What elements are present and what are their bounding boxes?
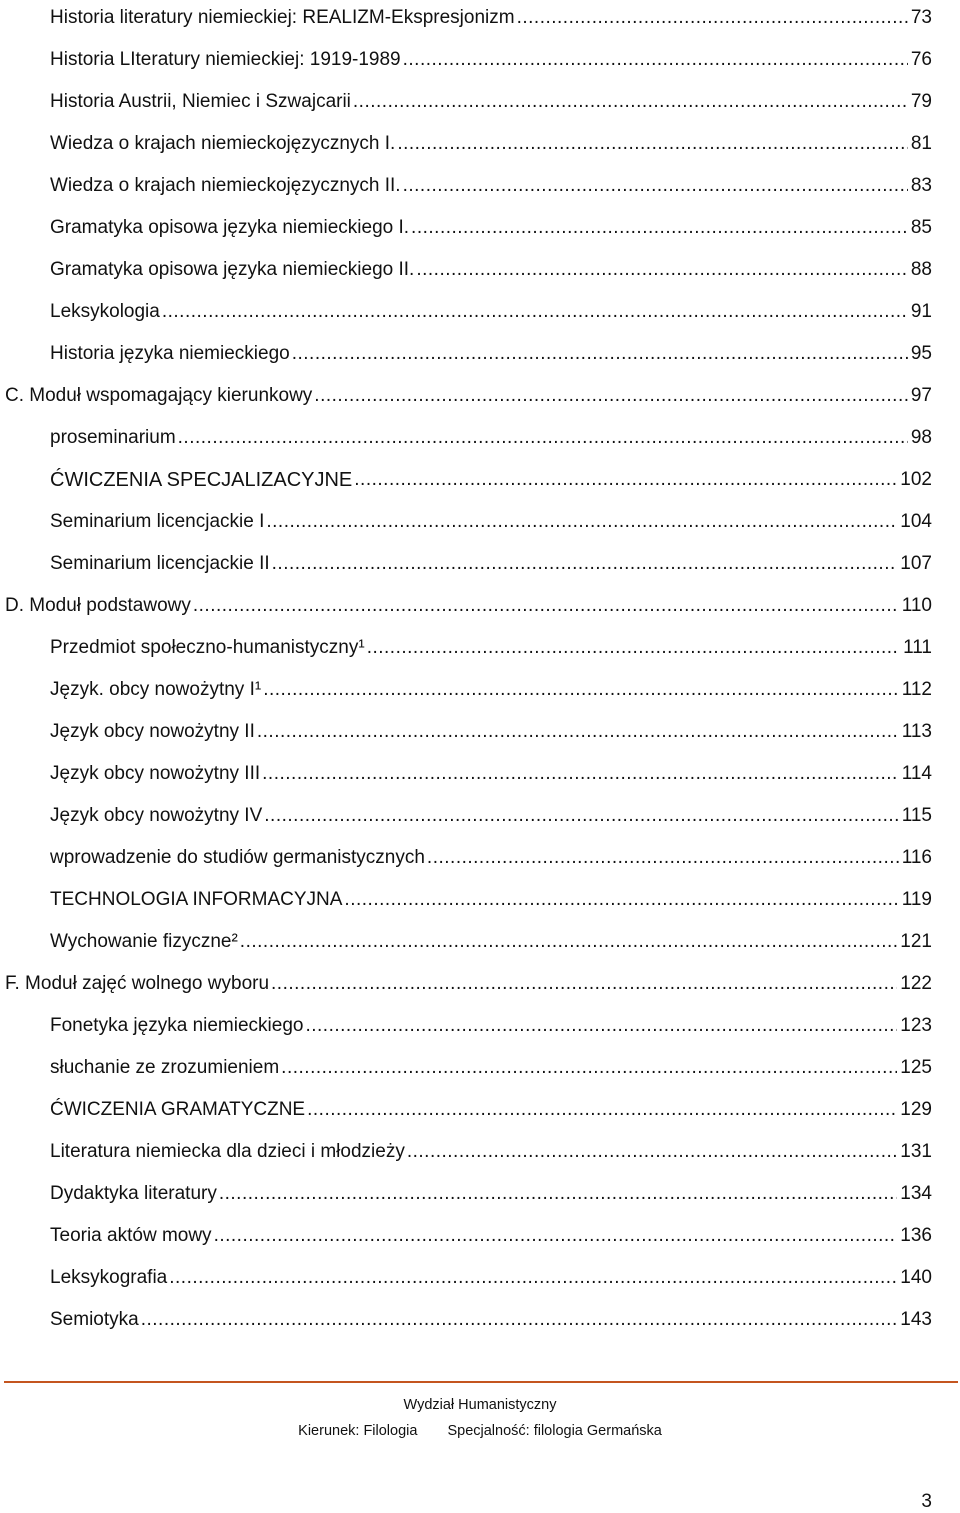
toc-entry[interactable] <box>50 714 932 744</box>
toc-leader-dots <box>305 1014 897 1038</box>
toc-entry[interactable] <box>50 252 932 282</box>
toc-leader-dots <box>353 90 908 114</box>
toc-entry[interactable] <box>50 420 932 450</box>
toc-entry-page: 136 <box>900 1225 932 1246</box>
toc-entry-label: Leksykologia <box>50 301 160 322</box>
toc-leader-dots <box>266 510 897 534</box>
toc-leader-dots <box>292 342 908 366</box>
toc-leader-dots <box>354 468 897 492</box>
toc-entry[interactable] <box>50 756 932 786</box>
toc-leader-dots <box>272 552 898 576</box>
toc-entry-page: 143 <box>900 1309 932 1330</box>
toc-entry-page: 122 <box>900 973 932 994</box>
toc-entry-page: 91 <box>910 301 932 322</box>
toc-entry-label: Literatura niemiecka dla dzieci i młodzieży <box>50 1141 405 1162</box>
toc-leader-dots <box>314 384 908 408</box>
toc-entry[interactable] <box>50 1176 932 1206</box>
toc-entry-page: 79 <box>910 91 932 112</box>
toc-entry-page: 107 <box>900 553 932 574</box>
toc-entry[interactable] <box>50 798 932 828</box>
toc-entry[interactable] <box>50 168 932 198</box>
toc-entry-page: 116 <box>901 847 932 868</box>
toc-entry-label: Fonetyka języka niemieckiego <box>50 1015 304 1036</box>
toc-entry-page: 73 <box>910 7 932 28</box>
toc-leader-dots <box>367 636 900 660</box>
toc-section-entry[interactable] <box>5 966 932 996</box>
footer-field-text: Kierunek: Filologia <box>298 1423 418 1439</box>
toc-entry-label: Teoria aktów mowy <box>50 1225 212 1246</box>
toc-entry[interactable] <box>50 1134 932 1164</box>
toc-entry[interactable] <box>50 84 932 114</box>
toc-entry[interactable] <box>50 1302 932 1332</box>
toc-entry-label: Semiotyka <box>50 1309 139 1330</box>
toc-entry-page: 121 <box>900 931 932 952</box>
toc-entry[interactable] <box>50 294 932 324</box>
toc-entry-page: 119 <box>901 889 932 910</box>
toc-leader-dots <box>307 1098 897 1122</box>
toc-entry-label: Leksykografia <box>50 1267 168 1288</box>
toc-leader-dots <box>214 1224 898 1248</box>
toc-entry-label: Historia języka niemieckiego <box>50 343 290 364</box>
toc-leader-dots <box>344 888 898 912</box>
toc-entry-page: 95 <box>910 343 932 364</box>
toc-leader-dots <box>263 678 899 702</box>
toc-leader-dots <box>517 6 908 30</box>
toc-entry-page: 83 <box>910 175 932 196</box>
toc-leader-dots <box>407 1140 897 1164</box>
toc-leader-dots <box>169 1266 897 1290</box>
toc-entry-label: Gramatyka opisowa języka niemieckiego II. <box>50 259 415 280</box>
toc-entry[interactable] <box>50 42 932 72</box>
toc-leader-dots <box>162 300 908 324</box>
toc-entry-label: Historia LIteratury niemieckiej: 1919-1989 <box>50 49 401 70</box>
toc-entry-page: 113 <box>901 721 932 742</box>
toc-entry-label: TECHNOLOGIA INFORMACYJNA <box>50 889 343 910</box>
toc-leader-dots <box>281 1056 897 1080</box>
toc-entry-page: 81 <box>910 133 932 154</box>
page-number: 3 <box>921 1491 932 1512</box>
toc-leader-dots <box>403 174 908 198</box>
toc-entry-label: C. Moduł wspomagający kierunkowy <box>5 385 313 406</box>
toc-entry-label: Wiedza o krajach niemieckojęzycznych I. <box>50 133 396 154</box>
toc-entry-page: 131 <box>900 1141 932 1162</box>
toc-entry-page: 114 <box>901 763 932 784</box>
toc-entry-page: 140 <box>900 1267 932 1288</box>
toc-entry[interactable] <box>50 126 932 156</box>
toc-entry-page: 125 <box>900 1057 932 1078</box>
toc-entry[interactable] <box>50 1092 932 1122</box>
toc-entry-label: Język. obcy nowożytny I¹ <box>50 679 262 700</box>
toc-entry-label: Język obcy nowożytny III <box>50 763 261 784</box>
toc-entry[interactable] <box>50 1218 932 1248</box>
toc-entry-page: 102 <box>900 469 932 490</box>
toc-entry[interactable] <box>50 462 932 492</box>
toc-leader-dots <box>262 762 899 786</box>
toc-leader-dots <box>427 846 899 870</box>
toc-entry-label: Gramatyka opisowa języka niemieckiego I. <box>50 217 410 238</box>
toc-entry[interactable] <box>50 672 932 702</box>
toc-entry-page: 134 <box>900 1183 932 1204</box>
toc-leader-dots <box>264 804 898 828</box>
toc-entry[interactable] <box>50 210 932 240</box>
toc-entry-label: Język obcy nowożytny II <box>50 721 255 742</box>
toc-entry[interactable] <box>50 882 932 912</box>
toc-entry[interactable] <box>50 1260 932 1290</box>
toc-entry-label: Przedmiot społeczno-humanistyczny¹ <box>50 637 365 658</box>
toc-leader-dots <box>411 216 908 240</box>
toc-leader-dots <box>178 426 908 450</box>
toc-entry-label: D. Moduł podstawowy <box>5 595 191 616</box>
toc-leader-dots <box>219 1182 897 1206</box>
toc-entry-page: 98 <box>910 427 932 448</box>
toc-leader-dots <box>397 132 908 156</box>
footer-specialization-text: Specjalność: filologia Germańska <box>447 1423 662 1439</box>
toc-entry-label: proseminarium <box>50 427 176 448</box>
toc-section-entry[interactable] <box>5 378 932 408</box>
toc-entry-page: 111 <box>903 637 932 658</box>
toc-entry[interactable] <box>50 0 932 30</box>
toc-entry-page: 115 <box>901 805 932 826</box>
toc-entry-label: Wychowanie fizyczne² <box>50 931 238 952</box>
toc-entry-label: Język obcy nowożytny IV <box>50 805 263 826</box>
toc-entry-page: 88 <box>910 259 932 280</box>
footer-faculty-text: Wydział Humanistyczny <box>403 1397 557 1413</box>
toc-entry-label: F. Moduł zajęć wolnego wyboru <box>5 973 270 994</box>
toc-entry[interactable] <box>50 840 932 870</box>
toc-entry-page: 97 <box>910 385 932 406</box>
toc-entry-label: Seminarium licencjackie I <box>50 511 265 532</box>
toc-leader-dots <box>271 972 897 996</box>
toc-leader-dots <box>193 594 899 618</box>
toc-leader-dots <box>416 258 908 282</box>
toc-entry-page: 85 <box>910 217 932 238</box>
toc-leader-dots <box>240 930 898 954</box>
toc-entry[interactable] <box>50 924 932 954</box>
toc-entry-label: słuchanie ze zrozumieniem <box>50 1057 280 1078</box>
toc-entry-label: Seminarium licencjackie II <box>50 553 270 574</box>
toc-leader-dots <box>257 720 899 744</box>
footer-faculty <box>0 1397 960 1413</box>
toc-entry[interactable] <box>50 1050 932 1080</box>
toc-entry-label: Historia literatury niemieckiej: REALIZM-Ekspresjonizm <box>50 7 515 28</box>
toc-entry[interactable] <box>50 546 932 576</box>
toc-leader-dots <box>141 1308 898 1332</box>
toc-section-entry[interactable] <box>5 588 932 618</box>
toc-entry-page: 129 <box>900 1099 932 1120</box>
toc-entry-label: ĆWICZENIA GRAMATYCZNE <box>50 1099 306 1120</box>
toc-entry[interactable] <box>50 336 932 366</box>
toc-leader-dots <box>403 48 908 72</box>
toc-entry-page: 76 <box>910 49 932 70</box>
toc-entry-page: 112 <box>901 679 932 700</box>
toc-entry-page: 110 <box>901 595 932 616</box>
toc-entry-label: Dydaktyka literatury <box>50 1183 217 1204</box>
toc-entry[interactable] <box>50 630 932 660</box>
toc-entry-label: wprowadzenie do studiów germanistycznych <box>50 847 425 868</box>
toc-entry-page: 123 <box>900 1015 932 1036</box>
toc-entry-page: 104 <box>900 511 932 532</box>
toc-entry-label: ĆWICZENIA SPECJALIZACYJNE <box>50 469 353 491</box>
toc-entry-label: Historia Austrii, Niemiec i Szwajcarii <box>50 91 351 112</box>
toc-entry-label: Wiedza o krajach niemieckojęzycznych II. <box>50 175 401 196</box>
footer-program <box>0 1423 960 1439</box>
toc-entry[interactable] <box>50 504 932 534</box>
footer-divider-rule <box>4 1381 958 1383</box>
toc-entry[interactable] <box>50 1008 932 1038</box>
